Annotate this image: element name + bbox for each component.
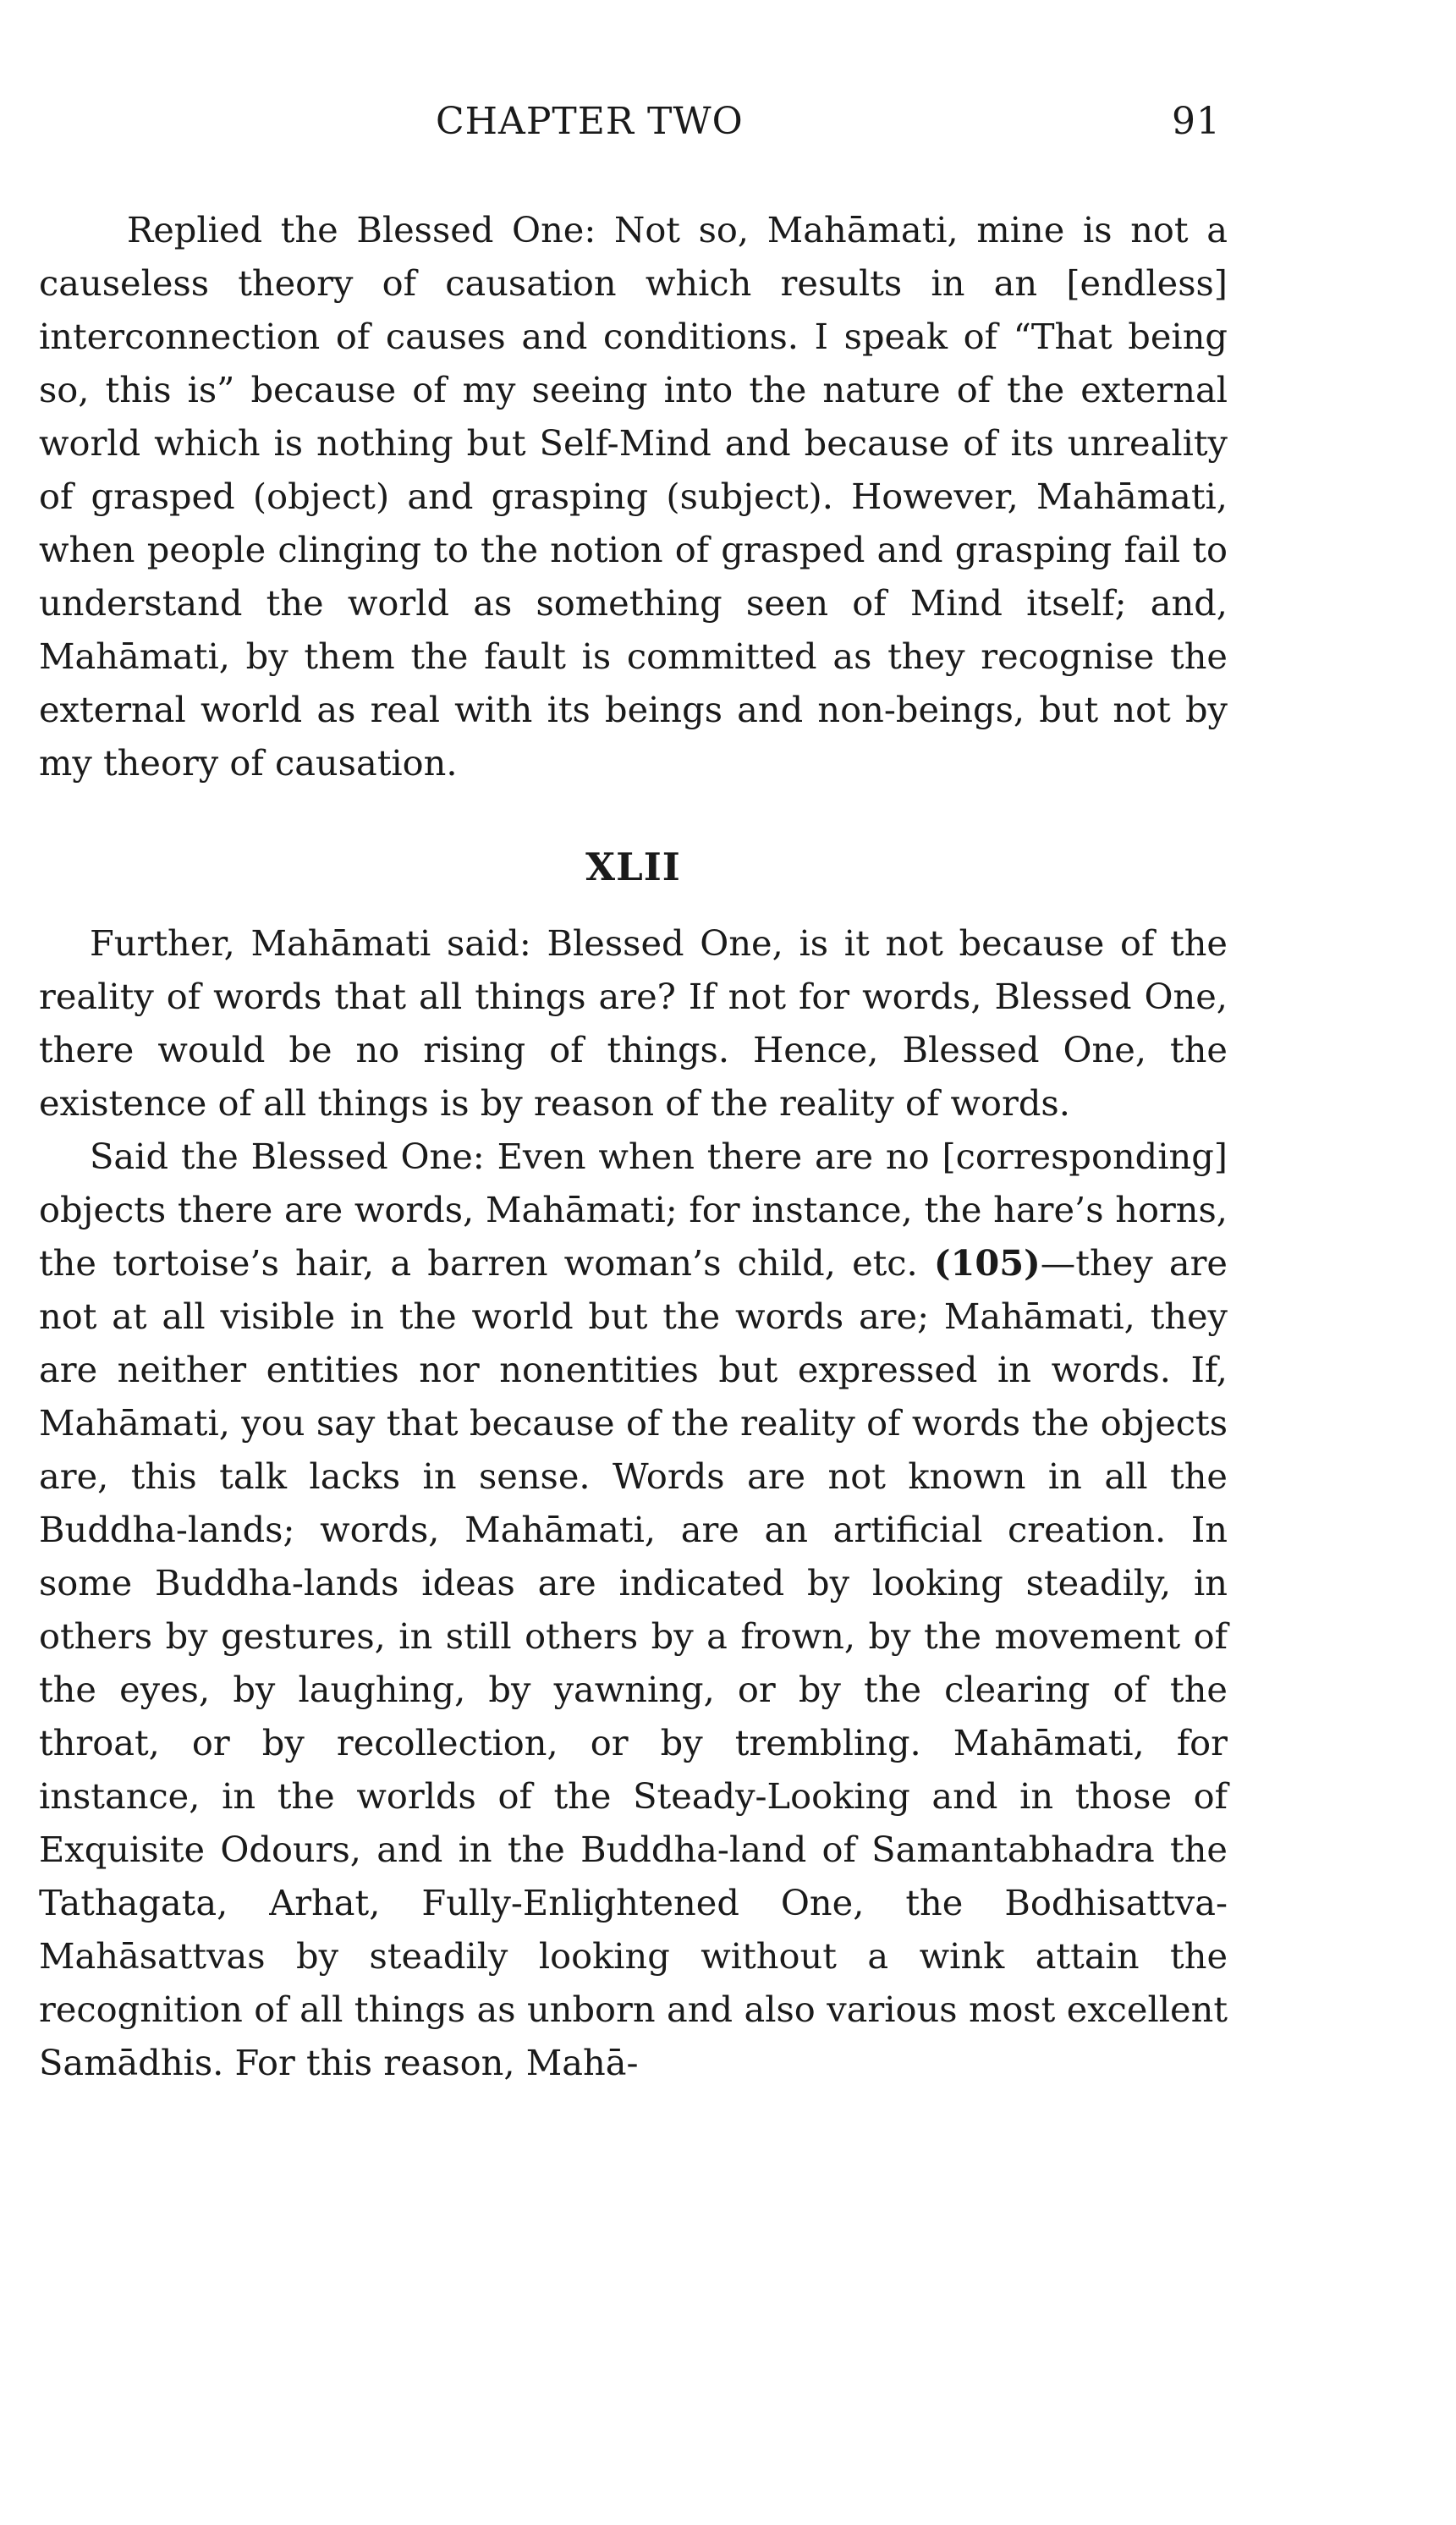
answer-text-rest: —they are not at all visible in the world but the words are; Mahāmati, they are neither entities nor nonentities but expressed in words. If, Mahāmati, you say that because of the reality of words the objects are, this talk lacks in sense. Words are not known in all the Buddha-lands; words, Mahāmati, are an artificial creation. In some Buddha-lands ideas are indicated by looking steadily, in others by gestures, in still others by a frown, by the movement of the eyes, by laughing, by yawning, or by the clearing of the throat, or by recollection, or by trembling. Mahāmati, for instance, in the worlds of the Steady-Looking and in those of Exquisite Odours, and in the Buddha-land of Samantabhadra the Tathagata, Arhat, Fully-Enlightened One, the Bodhisattva-Mahāsattvas by steadily looking without a wink attain the recognition of all things as unborn and also various most excellent Samādhis. For this reason, Mahā- bbox=[39, 1242, 1228, 2083]
paragraph-mahamati-question: Further, Mahāmati said: Blessed One, is it not because of the reality of words that all things are? If not for words, Blessed One, there would be no rising of things. Hence, Blessed One, the existence of all things is by reason of the reality of words. bbox=[39, 922, 1228, 1124]
running-head bbox=[42, 100, 1227, 159]
body-text bbox=[39, 203, 1228, 2089]
answer-text-start: Said the Blessed One: Even when there are no [corresponding] objects there are words, Mahāmati; for instance, the hare’s horns, the tortoise’s hair, a barren woman’s child, etc. bbox=[39, 1136, 1228, 1284]
chapter-title: CHAPTER TWO bbox=[436, 100, 744, 143]
paragraph-blessed-one-reply: Replied the Blessed One: Not so, Mahāmati, mine is not a causeless theory of causation which results in an [endless] interconnection of causes and conditions. I speak of “That being so, this is” because of my seeing into the nature of the external world which is nothing but Self-Mind and because of its unreality of grasped (object) and grasping (subject). However, Mahāmati, when people clinging to the notion of grasped and grasping fail to understand the world as something seen of Mind itself; and, Mahāmati, by them the fault is committed as they recognise the external world as real with its beings and non-beings, but not by my theory of causation. bbox=[39, 209, 1228, 784]
page-marker: (105) bbox=[933, 1242, 1041, 1284]
section-heading: XLII bbox=[585, 844, 681, 889]
page-number: 91 bbox=[1172, 100, 1221, 143]
paragraph-blessed-one-answer bbox=[39, 1130, 1228, 2089]
